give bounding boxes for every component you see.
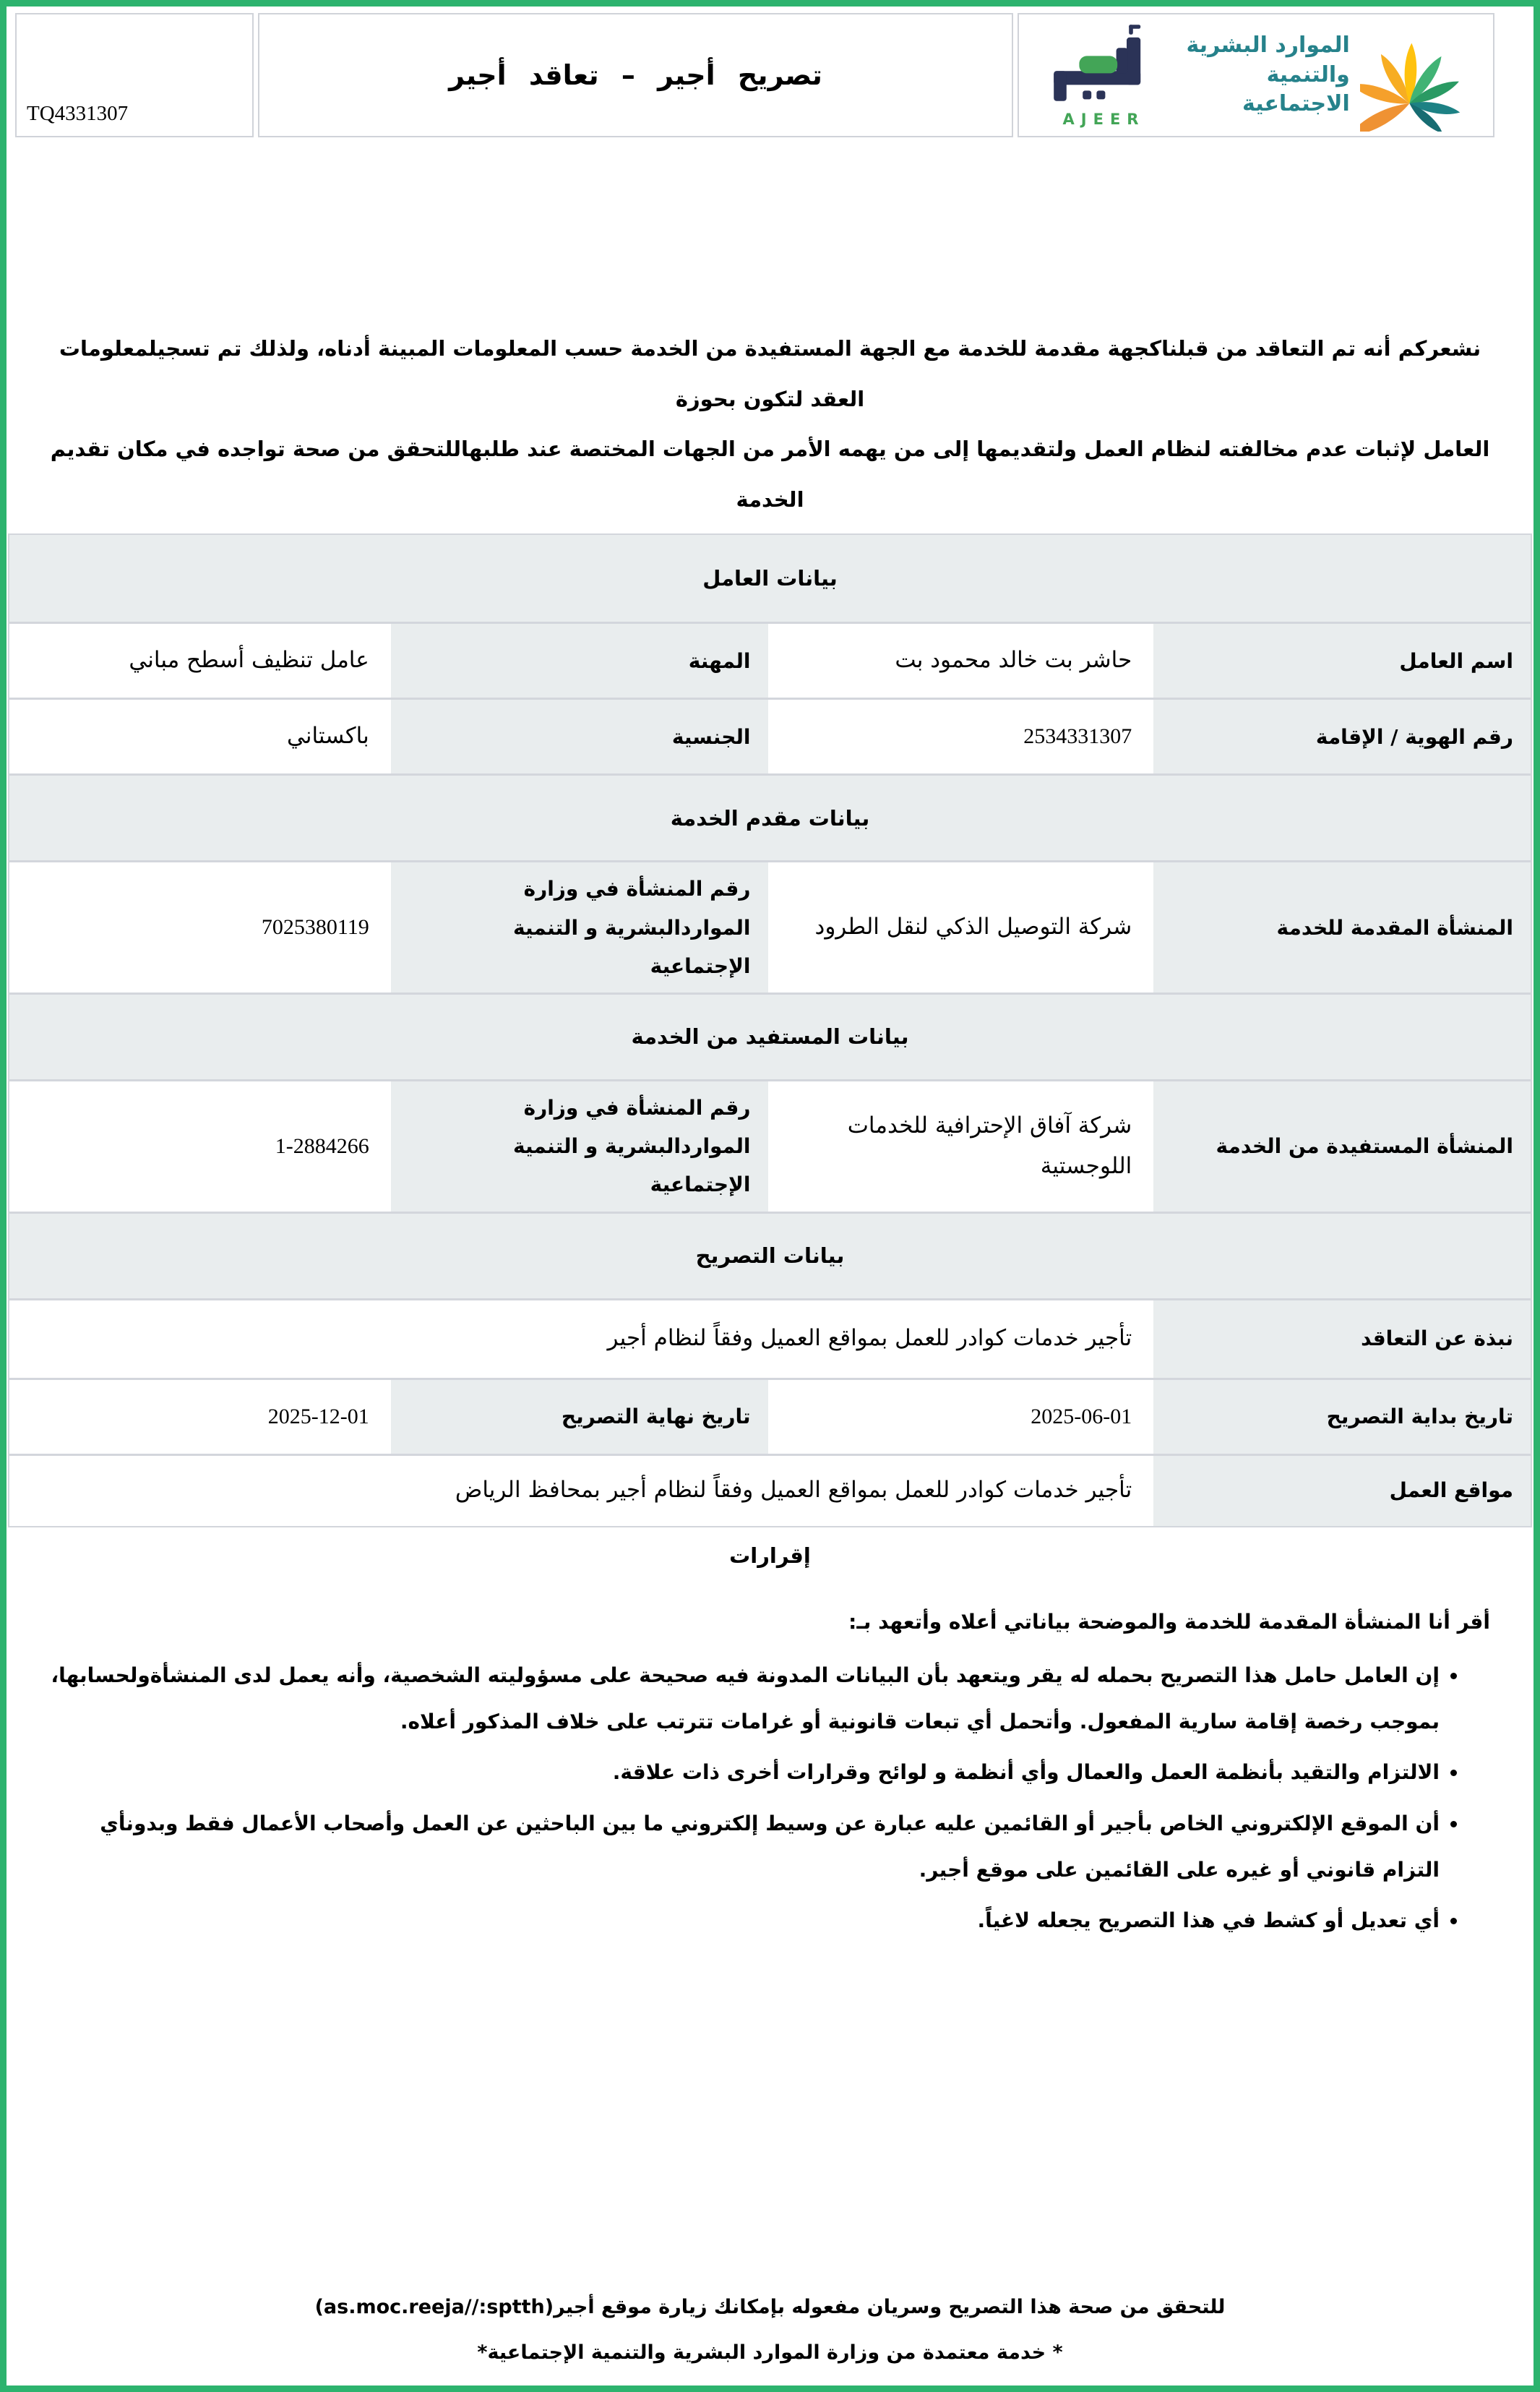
ministry-logo [1162,20,1473,132]
ministry-name-line2: والتنمية الاجتماعية [1242,61,1350,117]
permit-end-date-value: 2025-12-01 [9,1380,387,1454]
ajeer-arabic-wordmark-icon [1039,22,1162,109]
permit-data-table [8,533,1532,1527]
permit-about-label: نبذة عن التعاقد [1153,1300,1531,1378]
ministry-name [1162,31,1350,119]
footer-accreditation-line: * خدمة معتمدة من وزارة الموارد البشرية والتنمية الإجتماعية* [477,2341,1063,2364]
ministry-palm-icon [1360,20,1473,132]
worker-nationality-value: باكستاني [9,700,387,773]
declaration-item: • الالتزام والتقيد بأنظمة العمل والعمال وأي أنظمة و لوائح وقرارات أخرى ذات علاقة. [50,1749,1440,1796]
worker-name-value: حاشر بت خالد محمود بت [773,624,1150,698]
beneficiary-name-value: شركة آفاق الإحترافية للخدمات اللوجستية [773,1081,1150,1212]
declarations-title: إقرارات [729,1543,811,1568]
permit-about-row [9,1298,1531,1378]
ministry-name-line1: الموارد البشرية [1186,33,1350,59]
document-header [15,13,1494,137]
worker-name-row [9,622,1531,698]
permit-locations-row [9,1454,1531,1526]
permit-locations-value: تأجير خدمات كوادر للعمل بمواقع العميل وفقاً لنظام أجير بمحافظ الرياض [9,1456,1149,1526]
worker-id-label: رقم الهوية / الإقامة [1153,700,1531,773]
footer-verification-line [7,2296,1533,2318]
permit-start-date-label: تاريخ بداية التصريح [1153,1380,1531,1454]
footer-verification-text: للتحقق من صحة هذا التصريح وسريان مفعوله بإمكانك زيارة موقع أجير [554,2296,1226,2318]
document-footer [7,2296,1533,2364]
worker-nationality-label: الجنسية [391,700,768,773]
beneficiary-mol-number-value: 1-2884266 [9,1081,387,1212]
title-box [258,13,1013,137]
worker-name-label: اسم العامل [1153,624,1531,698]
worker-id-row [9,698,1531,773]
permit-number-box [15,13,254,137]
provider-section-header: بيانات مقدم الخدمة [9,773,1531,860]
provider-row [9,860,1531,993]
worker-id-value: 2534331307 [773,700,1150,773]
declaration-item: • أن الموقع الإلكتروني الخاص بأجير أو القائمين عليه عبارة عن وسيط إلكتروني ما بين الباحثين عن العمل وأصحاب الأعمال فقط وبدونأي التزام قانوني أو غيره على القائمين على موقع أجير. [50,1801,1440,1894]
worker-profession-value: عامل تنظيف أسطح مباني [9,624,387,698]
beneficiary-section-header: بيانات المستفيد من الخدمة [9,993,1531,1079]
intro-paragraph [46,324,1494,525]
intro-line1: نشعركم أنه تم التعاقد من قبلناكجهة مقدمة للخدمة مع الجهة المستفيدة من الخدمة حسب المعلومات المبينة أدناه، ولذلك تم تسجيلمعلومات العقد لتكون بحوزة [59,336,1481,411]
ajeer-logo [1039,22,1162,128]
provider-name-label: المنشأة المقدمة للخدمة [1153,862,1531,993]
permit-start-date-value: 2025-06-01 [773,1380,1150,1454]
beneficiary-row [9,1079,1531,1212]
provider-mol-number-value: 7025380119 [9,862,387,993]
permit-about-value: تأجير خدمات كوادر للعمل بمواقع العميل وفقاً لنظام أجير [9,1300,1149,1378]
permit-dates-row [9,1378,1531,1454]
footer-verification-url: (as.moc.reeja//:sptth) [314,2296,554,2318]
provider-mol-number-label: رقم المنشأة في وزارة المواردالبشرية و التنمية الإجتماعية [391,862,768,993]
permit-end-date-label: تاريخ نهاية التصريح [391,1380,768,1454]
document-title: تصريح أجير – تعاقد أجير [449,59,822,91]
declarations-intro: أقر أنا المنشأة المقدمة للخدمة والموضحة بياناتي أعلاه وأتعهد بـ: [848,1609,1490,1634]
ajeer-latin-label: AJEER [1062,111,1145,128]
provider-name-value: شركة التوصيل الذكي لنقل الطرود [773,862,1150,993]
logos-box [1018,13,1494,137]
permit-number: TQ4331307 [27,102,129,125]
declaration-item: • أي تعديل أو كشط في هذا التصريح يجعله لاغياً. [50,1898,1440,1944]
worker-profession-label: المهنة [391,624,768,698]
permit-locations-label: مواقع العمل [1153,1456,1531,1526]
declaration-item: • إن العامل حامل هذا التصريح بحمله له يقر ويتعهد بأن البيانات المدونة فيه صحيحة على مسؤوليته الشخصية، وأنه يعمل لدى المنشأةولحسابها، بموجب رخصة إقامة سارية المفعول. وأتحمل أي تبعات قانونية أو غرامات تترتب على خلاف المذكور أعلاه. [50,1652,1440,1746]
beneficiary-mol-number-label: رقم المنشأة في وزارة المواردالبشرية و التنمية الإجتماعية [391,1081,768,1212]
beneficiary-name-label: المنشأة المستفيدة من الخدمة [1153,1081,1531,1212]
permit-section-header: بيانات التصريح [9,1212,1531,1298]
worker-section-header: بيانات العامل [9,535,1531,622]
intro-line2: العامل لإثبات عدم مخالفته لنظام العمل ولتقديمها إلى من يهمه الأمر من الجهات المختصة عند طلبهاللتحقق من صحة تواجده في مكان تقديم الخدمة [50,437,1490,512]
declarations-list [50,1652,1440,1945]
